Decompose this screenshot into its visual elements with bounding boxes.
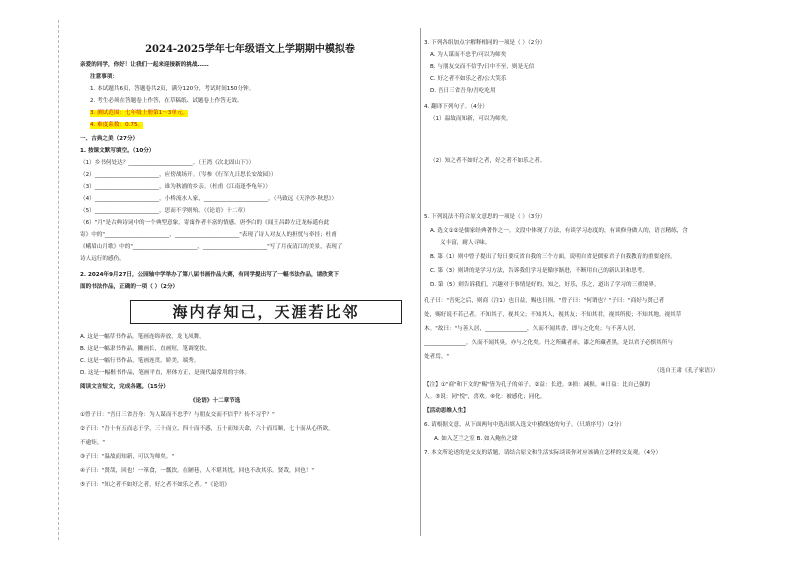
q1-line: 寄》中的"_______________________，_______________________"表现了诗人对友人的担忧与牵挂；杜甫 [80, 232, 337, 238]
q2-option: C. 这是一幅行书作品，笔画连贯，娇美，端秀。 [80, 358, 200, 364]
page-title: 2024-2025学年七年级语文上学期期中模拟卷 [145, 44, 355, 55]
binding-line [58, 20, 59, 540]
q2-option: A. 这是一幅草书作品，笔画连绵奔放，龙飞凤舞。 [80, 334, 205, 340]
note-item-highlight: 3. 测试范围：七年级上册第1～3单元。 [90, 110, 189, 116]
q1-line: （6）"月"是古典诗词中的一个典型意象，寄寓作者丰富的情感。唐李白的《闻王昌龄左迁龙标遥有此 [80, 220, 330, 226]
q5-option: D. 第（5）则告诉我们，兴趣对于事情是好的，知之，好乐，乐之，道出了学习的三重境界。 [430, 282, 660, 288]
annotation: 【注】①"商"和下文的"赐"皆为孔子的弟子。②益：长进。③损：减损。④日益：比自己强的 [424, 382, 651, 388]
q5-option: C. 第（3）则讲的是学习方法，告诉我们学习是循序渐进，不断用自己的新认识和思考。 [430, 268, 648, 274]
q3-option: D. 吾日三省吾身/吾吃吃用 [430, 88, 496, 94]
q4-line: （2）知之者不如好之者，好之者不如乐之者。 [430, 158, 546, 164]
passage-source: （选自王肃《孔子家语》） [654, 368, 719, 374]
motto: 亲爱的同学，你好！让我们一起来迎接新的挑战…… [80, 62, 209, 68]
q3-option: B. 与朋友交而不信乎/日中不至，则是无信 [430, 64, 535, 70]
q3-line: 3. 下列各组加点字解释相同的一项是（ ）（2分） [424, 40, 546, 46]
q1-line: （5）_______________________，思而不学则殆。（《论语》十二章） [80, 208, 249, 214]
question-1-heading: 1. 按课文默写填空。（10分） [80, 148, 155, 154]
reading-line: 不逾矩。" [80, 440, 105, 446]
q1-line: （3）_______________________，谁为秋浦的乡亲。（杜甫《江南逢李龟年》） [80, 184, 271, 190]
q5-option: 义丰富，耐人寻味。 [440, 240, 491, 246]
q3-option: C. 好之者不如乐之者/公大笑乐 [430, 76, 507, 82]
q5-line: 5. 下列说法不符合原文意思的一项是（ ）（3分） [424, 214, 546, 220]
reading-title: 《论语》十二章节选 [190, 398, 241, 404]
passage-line: 处者焉。" [424, 354, 449, 360]
q2-line: 2. 2024年9月27日，公园轴中学举办了第八届书画作品大赛，有同学提出写了一幅书法作品，请欣赏下 [80, 272, 339, 278]
note-item: 1. 本试题共6页，答题卷共2页，满分120分，考试时间150分钟。 [90, 86, 255, 92]
q5-option: B. 第（1）则中曾子提出了每日要反省自我的三个方面，说明自省是儒家君子自我教育的重要途径。 [430, 254, 676, 260]
q2-line: 面的书法作品，正确的一项（ ）（2分） [80, 284, 179, 290]
reading-line: ②子曰："吾十有五而志于学，三十而立，四十而不惑，五十而知天命，六十而耳顺，七十而从心所欲， [80, 426, 334, 432]
q4-line: （1）温故而知新，可以为师矣。 [430, 116, 512, 122]
section-heading: 一、古典之美（27分） [80, 136, 139, 142]
column-divider [420, 28, 421, 536]
q2-option: D. 这是一幅楷书作品，笔画平直，形体方正，是现代最常用的字体。 [80, 370, 251, 376]
q6-options: A. 如入芝兰之室 B. 如入鲍鱼之肆 [434, 436, 518, 442]
passage-line: _______________，久而不闻其臭，亦与之化矣。丹之所藏者赤，漆之所藏者黑，是以君子必慎其所与 [424, 340, 673, 346]
q1-line: （2）_______________________，应傍战场开。（岑参《行军九日思长安故园》） [80, 172, 277, 178]
passage-line: 处，赐好说不若己者。不知其子，视其父；不知其人，视其友；不知其君，视其所使；不知其地，视其草 [424, 312, 682, 318]
q1-line: 诗人远行的感伤。 [80, 256, 125, 262]
q3-option: A. 为人谋而不忠乎/可以为师矣 [430, 52, 507, 58]
q1-line: 《峨眉山月歌》中的"_______________________，_______________________"写了月夜清江的美景，表现了 [80, 244, 343, 250]
q5-option: A. 选文①②是儒家经典著作之一。文段中体现了方法，有谈学习态度的，有谈修身做人的，语言精练，含 [430, 228, 688, 234]
notes-heading: 注意事项： [90, 74, 118, 80]
reading-line: ③子曰："温故而知新，可以为师矣。" [80, 454, 175, 460]
note-item: 2. 考生必须在答题卷上作答，在草稿纸、试题卷上作答无效。 [90, 98, 243, 104]
q1-line: （4）_______________________，小桥流水人家，_______________________。（马致远《天净沙·秋思》） [80, 196, 338, 202]
activity-heading: 【活动思维人生】 [424, 408, 469, 414]
passage-line: 孔子曰："吾死之后，则商（注1）也日益，赐也日损。"曾子曰："何谓也？"子曰："商好与贤己者 [424, 298, 665, 304]
q1-line: （1）乡书何处达？_______________________。（王湾《次北固山下》） [80, 160, 255, 166]
q4-line: 4. 翻译下列句子。（4分） [424, 104, 488, 110]
reading-line: ①曾子曰："吾日三省吾身：为人谋而不忠乎？与朋友交而不信乎？传不习乎？" [80, 412, 275, 418]
passage-line: 木。"故曰："与善人居，_______________，久而不闻其香，即与之化矣；与不善人居， [424, 326, 639, 332]
q6-line: 6. 请根据文意，从下面两句中选出填入选文中横线处的句子。（只填序号）（2分） [424, 422, 625, 428]
note-item-highlight: 4. 难度系数：0.75。 [90, 122, 144, 128]
reading-line: ④子曰："贤哉，回也！一箪食，一瓢饮，在陋巷，人不堪其忧，回也不改其乐。贤哉，回也！" [80, 468, 314, 474]
reading-line: ⑤子曰："知之者不如好之者，好之者不如乐之者。"《论语》 [80, 482, 231, 488]
annotation: 人。⑤说：同"悦"，喜欢。⑥化：被感化；同化。 [424, 394, 546, 400]
calligraphy-artwork: 海内存知己，天涯若比邻 [130, 300, 402, 324]
reading-heading: 阅读文言短文，完成各题。（15分） [80, 384, 169, 390]
q7-line: 7. 本文所论述的是交友的话题，请结合原文和生活实际谈谈你对应该确立怎样的交友观。（4分） [424, 450, 662, 456]
q2-option: B. 这是一幅隶书作品，撇画长，直画短，笔调宽扶。 [80, 346, 211, 352]
